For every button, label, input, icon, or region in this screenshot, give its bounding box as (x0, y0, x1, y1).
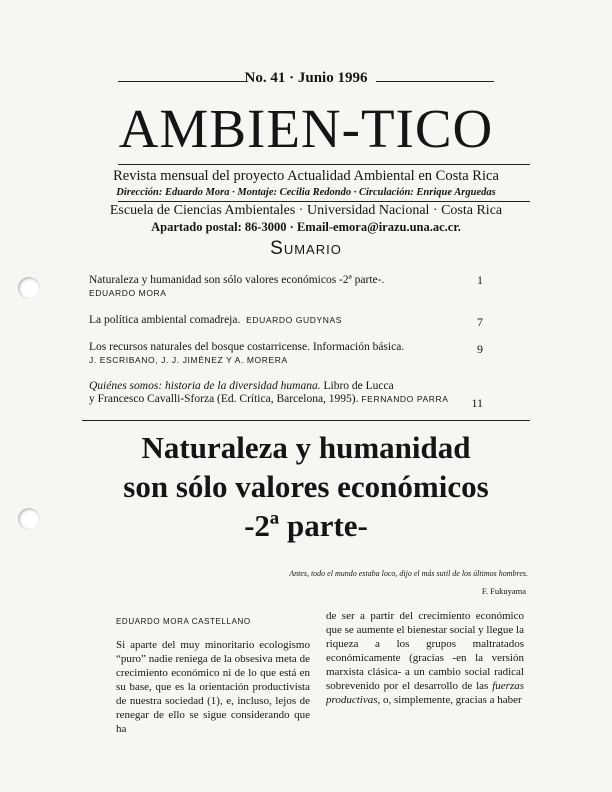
article-paragraph: Si aparte del muy minoritario ecologismo “puro” nadie reniega de la obsesiva meta de crecimiento económico ni de lo que está en su base, que es la orientación productivista de nuestra sociedad (1), e, incluso, lejos de renegar de ello se sigue considerando que ha (116, 639, 310, 735)
credits-line: Dirección: Eduardo Mora · Montaje: Cecilia Redondo · Circulación: Enrique Arguedas (116, 187, 496, 198)
divider (376, 81, 494, 82)
toc-title: Naturaleza y humanidad son sólo valores económicos -2ª parte-. (89, 274, 385, 286)
article-text: de ser a partir del crecimiento económico que se aumente el bienestar social y llegue la riqueza a los grupos maltratados económicamente (gracias -en la versión marxista clásica- a un cambio social radical sobrevenido por el desarrollo de las (326, 610, 524, 692)
toc-title: Los recursos naturales del bosque costarricense. Información básica. (89, 341, 405, 353)
toc-page-number: 1 (477, 273, 483, 287)
punch-hole (18, 508, 40, 530)
sumario-heading: Sumario (270, 238, 342, 259)
epigraph-text: Antes, todo el mundo estaba loco, dijo el más sutil de los últimos hombres. (289, 569, 528, 578)
divider (118, 201, 530, 202)
headline-line: -2ª parte- (244, 508, 368, 543)
headline-line: son sólo valores económicos (123, 469, 489, 504)
toc-title-italic: Quiénes somos: historia de la diversidad humana. (89, 380, 321, 392)
toc-entry[interactable] (89, 341, 499, 367)
toc-title-rest: Libro de Lucca (320, 380, 394, 392)
subtitle: Revista mensual del proyecto Actualidad Ambiental en Costa Rica (113, 168, 499, 184)
article-column-right (326, 609, 524, 707)
issue-row (118, 70, 494, 88)
epigraph-author: F. Fukuyama (481, 586, 526, 596)
divider (82, 420, 530, 421)
postal-line: Apartado postal: 86-3000 · Email-emora@irazu.una.ac.cr. (151, 220, 461, 234)
toc-page-number: 7 (477, 315, 483, 329)
issue-number: No. 41 · Junio 1996 (244, 70, 368, 86)
school-line: Escuela de Ciencias Ambientales · Universidad Nacional · Costa Rica (109, 203, 503, 218)
article-column-left (116, 615, 310, 736)
toc-author: EDUARDO GUDYNAS (246, 315, 343, 325)
punch-hole (18, 277, 40, 299)
toc-title-line2: y Francesco Cavalli-Sforza (Ed. Crítica, Barcelona, 1995). (89, 393, 359, 405)
divider (118, 164, 530, 165)
toc-author: FERNANDO PARRA (361, 394, 449, 404)
article-text: , o, simplemente, gracias a haber (377, 694, 522, 706)
article-headline (60, 428, 552, 545)
toc-entry[interactable] (89, 314, 499, 327)
toc-author: J. ESCRIBANO, J. J. JIMÉNEZ Y A. MORERA (89, 355, 288, 365)
article-text-italic: fuerzas productivas (326, 680, 524, 706)
toc-entry[interactable] (89, 274, 499, 300)
toc-author: EDUARDO MORA (89, 288, 167, 298)
toc-page-number: 9 (477, 342, 483, 356)
toc-title: La política ambiental comadreja. (89, 314, 241, 326)
article-paragraph (326, 609, 524, 707)
toc-entry[interactable] (89, 380, 499, 410)
headline-line: Naturaleza y humanidad (141, 430, 471, 465)
article-byline: EDUARDO MORA CASTELLANO (116, 617, 251, 626)
masthead-title: AMBIEN-TICO (118, 98, 494, 159)
toc-page-number: 11 (471, 396, 483, 410)
